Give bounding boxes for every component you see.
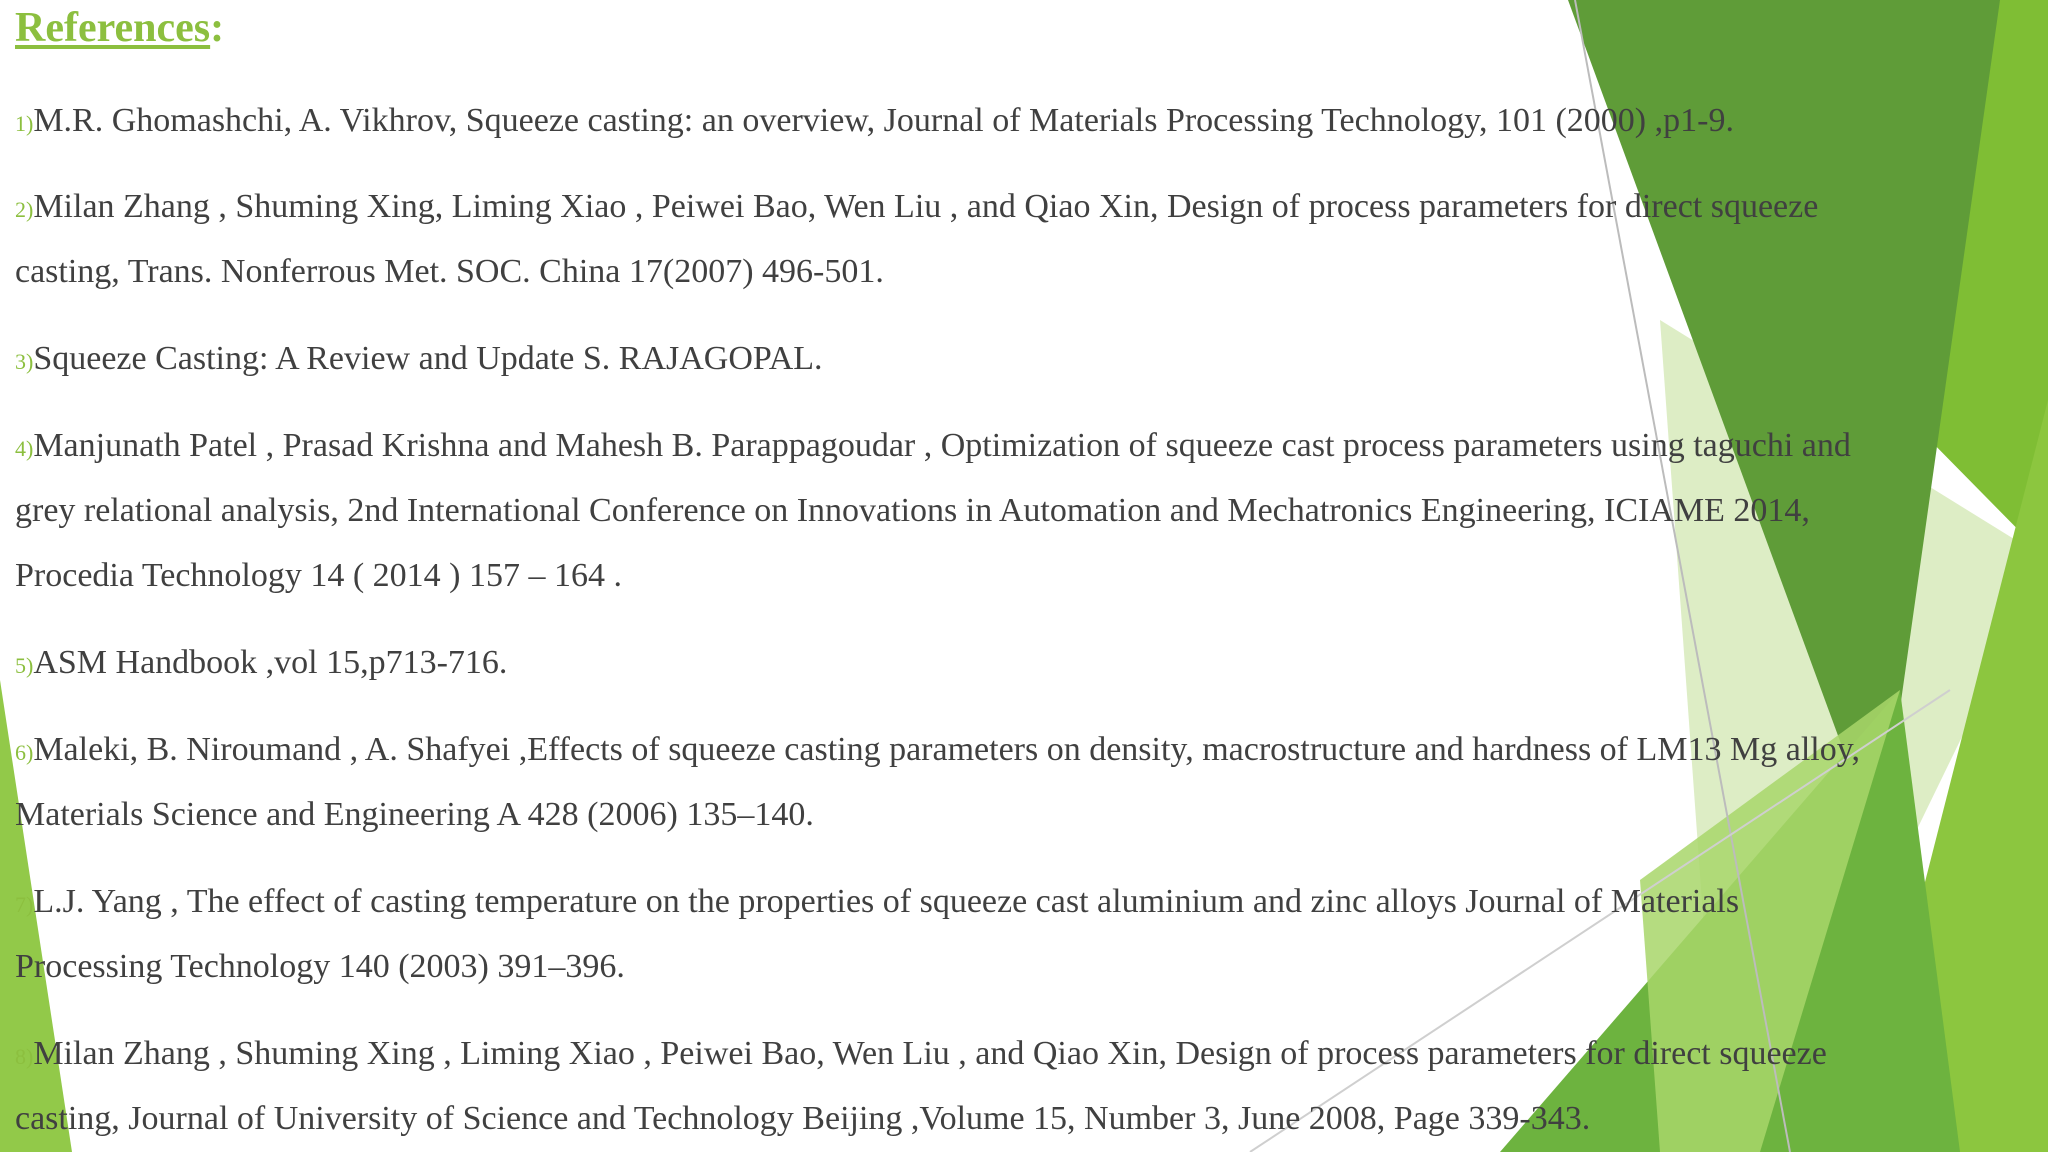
reference-text: grey relational analysis, 2nd International Conference on Innovations in Automation and Mechatronics Engineering, ICIAME 2014, [15, 492, 1810, 529]
reference-item-5 [15, 630, 507, 698]
reference-item-8 [15, 1021, 1827, 1089]
reference-text: ASM Handbook ,vol 15,p713-716. [33, 644, 508, 681]
reference-item-8-continuation [15, 1086, 1590, 1151]
reference-item-4-continuation [15, 543, 622, 608]
reference-text: M.R. Ghomashchi, A. Vikhrov, Squeeze casting: an overview, Journal of Materials Processing Technology, 101 (2000) ,p1-9. [33, 102, 1734, 139]
reference-text: Milan Zhang , Shuming Xing , Liming Xiao , Peiwei Bao, Wen Liu , and Qiao Xin, Design of process parameters for direct squeeze [33, 1035, 1827, 1072]
reference-item-2 [15, 174, 1818, 242]
reference-item-7 [15, 869, 1739, 937]
heading-colon: : [210, 5, 225, 51]
reference-item-4 [15, 413, 1851, 481]
reference-number: 2) [15, 197, 34, 222]
reference-number: 1) [15, 111, 34, 136]
slide-title [15, 2, 224, 54]
reference-text: Processing Technology 140 (2003) 391–396. [15, 948, 625, 985]
reference-text: casting, Trans. Nonferrous Met. SOC. China 17(2007) 496-501. [15, 253, 884, 290]
reference-text: Milan Zhang , Shuming Xing, Liming Xiao , Peiwei Bao, Wen Liu , and Qiao Xin, Design of process parameters for direct squeeze [33, 188, 1819, 225]
reference-text: Manjunath Patel , Prasad Krishna and Mahesh B. Parappagoudar , Optimization of squeeze cast process parameters using taguchi and [33, 427, 1851, 464]
reference-item-7-continuation [15, 934, 625, 999]
reference-number: 3) [15, 349, 34, 374]
reference-text: Maleki, B. Niroumand , A. Shafyei ,Effects of squeeze casting parameters on density, macrostructure and hardness of LM13 Mg alloy, [33, 731, 1861, 768]
reference-text: Procedia Technology 14 ( 2014 ) 157 – 164 . [15, 557, 623, 594]
reference-item-3 [15, 326, 823, 394]
reference-number: 4) [15, 436, 34, 461]
reference-number: 8) [15, 1044, 34, 1069]
reference-text: Squeeze Casting: A Review and Update S. RAJAGOPAL. [33, 340, 823, 377]
reference-item-6 [15, 717, 1860, 785]
reference-text: L.J. Yang , The effect of casting temperature on the properties of squeeze cast aluminium and zinc alloys Journal of Materials [33, 883, 1740, 920]
reference-text: Materials Science and Engineering A 428 (2006) 135–140. [15, 796, 814, 833]
reference-item-2-continuation [15, 239, 884, 304]
reference-text: casting, Journal of University of Science and Technology Beijing ,Volume 15, Number 3, June 2008, Page 339-343. [15, 1100, 1591, 1137]
references-heading: References [15, 5, 211, 51]
reference-item-4-continuation [15, 478, 1810, 543]
reference-number: 6) [15, 740, 34, 765]
reference-number: 5) [15, 653, 34, 678]
reference-item-6-continuation [15, 782, 814, 847]
reference-number: 7) [15, 892, 34, 917]
reference-item-1 [15, 88, 1734, 156]
